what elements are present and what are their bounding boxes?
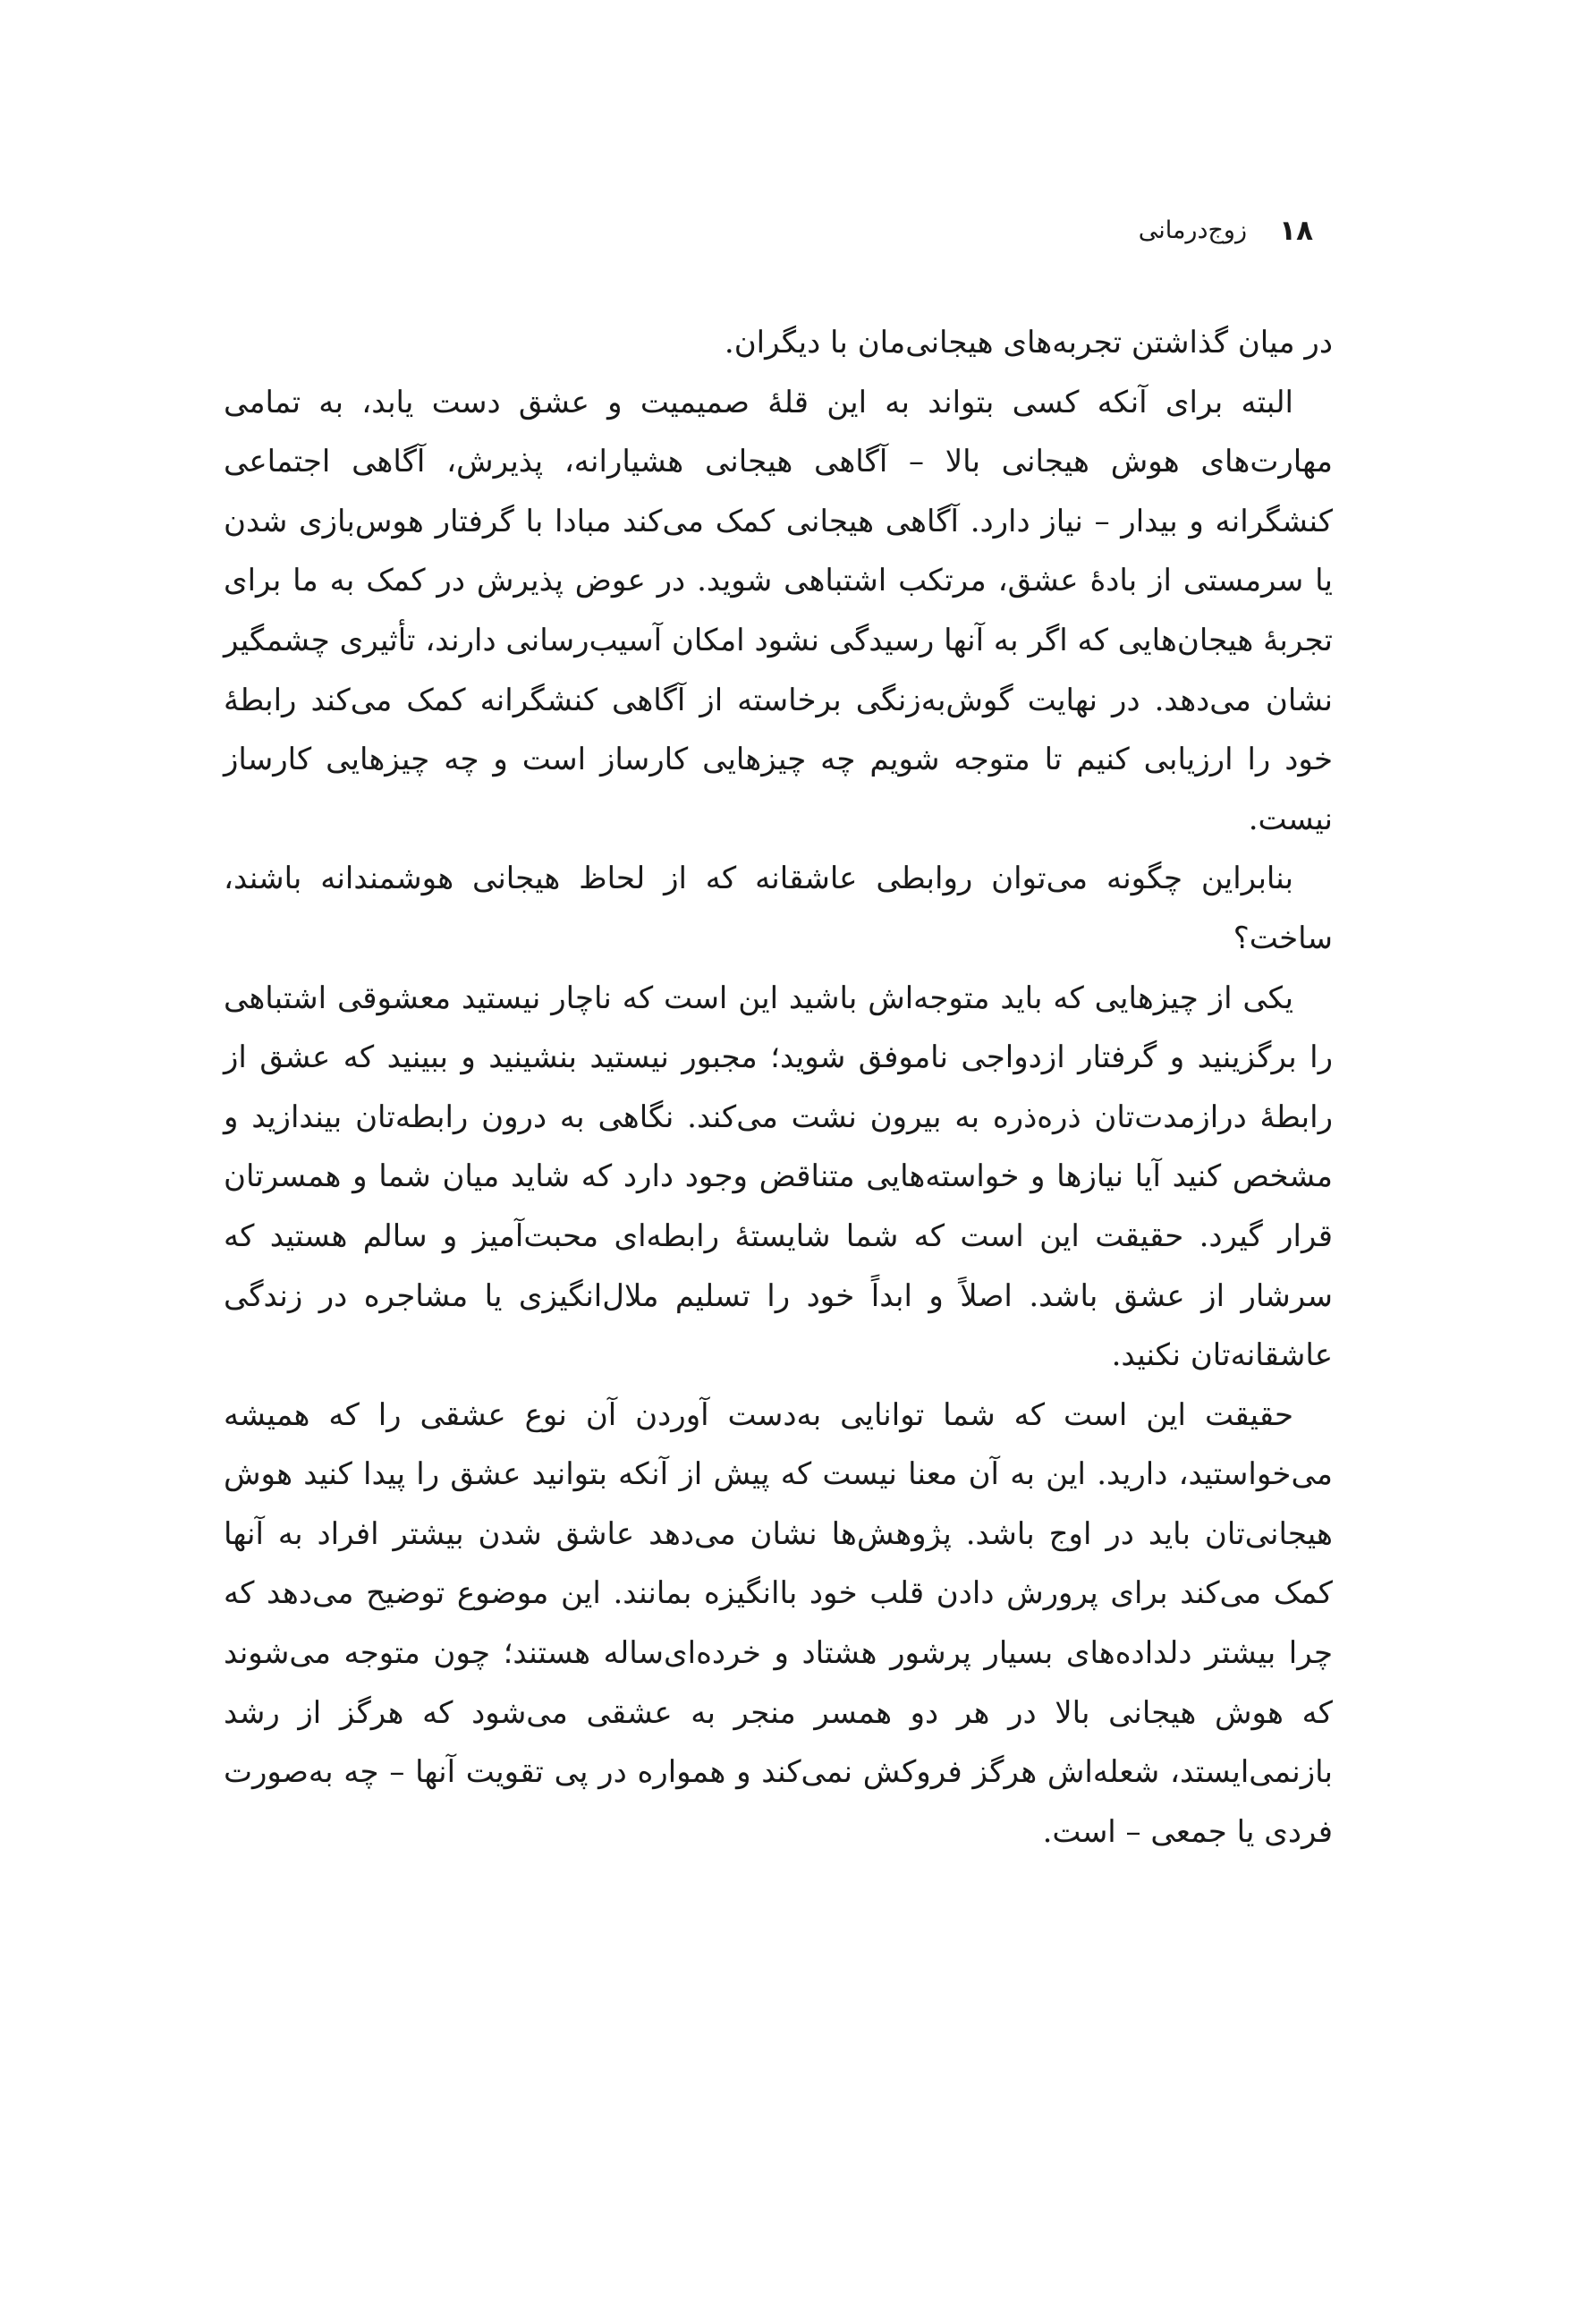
paragraph-continuation: در میان گذاشتن تجربه‌های هیجانی‌مان با دیگران. [724, 325, 1333, 360]
paragraph-relationship-choice: یکی از چیزهایی که باید متوجه‌اش باشید این است که ناچار نیستید معشوقی اشتباهی را برگزینید و گرفتار ازدواجی ناموفق شوید؛ مجبور نیستید بنشینید و ببینید که عشق از رابطهٔ درازمدت‌تان ذره‌ذره به بیرون نشت می‌کند. نگاهی به درون رابطه‌تان بیندازید و مشخص کنید آیا نیازها و خواسته‌هایی متناقض وجود دارد که شاید میان شما و همسرتان قرار گیرد. حقیقت این است که شما شایستهٔ رابطه‌ای محبت‌آمیز و سالم هستید که سرشار از عشق باشد. اصلاً و ابداً خود را تسلیم ملال‌انگیزی یا مشاجره در زندگی عاشقانه‌تان نکنید. [224, 980, 1333, 1374]
paragraph-question: بنابراین چگونه می‌توان روابطی عاشقانه که از لحاظ هیجانی هوشمندانه باشند، ساخت؟ [224, 861, 1333, 956]
paragraph-emotional-skills: البته برای آنکه کسی بتواند به این قلهٔ صمیمیت و عشق دست یابد، به تمامی مهارت‌های هوش هیجانی بالا – آگاهی هیجانی هشیارانه، پذیرش، آگاهی اجتماعی کنشگرانه و بیدار – نیاز دارد. آگاهی هیجانی کمک می‌کند مبادا با گرفتار هوس‌بازی شدن یا سرمستی از بادهٔ عشق، مرتکب اشتباهی شوید. در عوض پذیرش در کمک به ما برای تجربهٔ هیجان‌هایی که اگر به آنها رسیدگی نشود امکان آسیب‌رسانی دارند، تأثیری چشمگیر نشان می‌دهد. در نهایت گوش‌به‌زنگی برخاسته از آگاهی کنشگرانه کمک می‌کند رابطهٔ خود را ارزیابی کنیم تا متوجه شویم چه چیزهایی کارساز است و چه چیزهایی کارساز نیست. [223, 384, 1333, 837]
book-title: زوج‌درمانی [1138, 216, 1247, 244]
text-body [224, 313, 1333, 1862]
running-header [0, 213, 1585, 249]
paragraph-love-ability: حقیقت این است که شما توانایی به‌دست آوردن آن نوع عشقی را که همیشه می‌خواستید، دارید. این به آن معنا نیست که پیش از آنکه بتوانید عشق را پیدا کنید هوش هیجانی‌تان باید در اوج باشد. پژوهش‌ها نشان می‌دهد عاشق شدن بیشتر افراد به آنها کمک می‌کند برای پرورش دادن قلب خود باانگیزه بمانند. این موضوع توضیح می‌دهد که چرا بیشتر دلداده‌های بسیار پرشور هشتاد و خرده‌ای‌ساله هستند؛ چون متوجه می‌شوند که هوش هیجانی بالا در هر دو همسر منجر به عشقی می‌شود که هرگز از رشد بازنمی‌ایستد، شعله‌اش هرگز فروکش نمی‌کند و همواره در پی تقویت آنها – چه به‌صورت فردی یا جمعی – است. [224, 1396, 1333, 1850]
page-number: ۱۸ [1279, 215, 1313, 247]
